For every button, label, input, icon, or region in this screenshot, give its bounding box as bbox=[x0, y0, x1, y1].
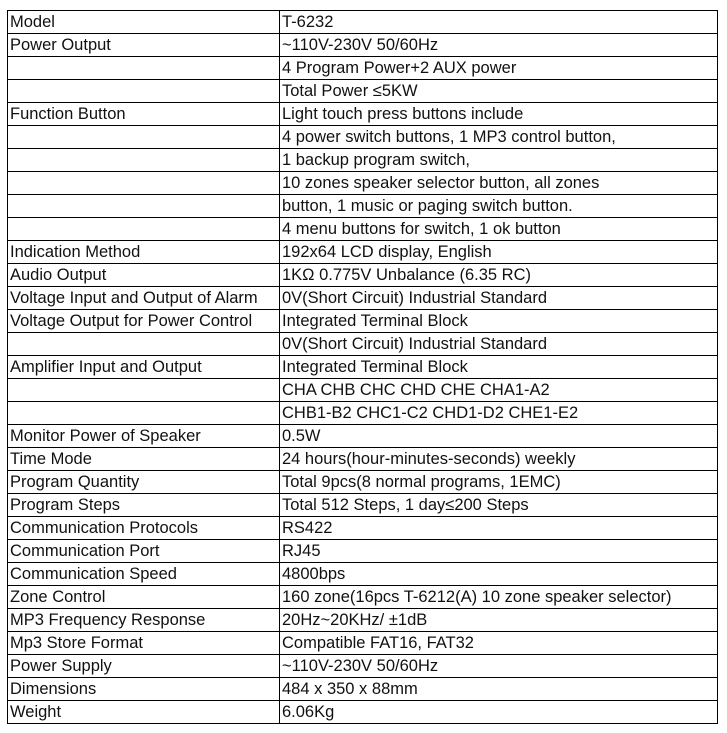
table-row bbox=[8, 609, 718, 632]
spec-value-cell: button, 1 music or paging switch button. bbox=[280, 195, 718, 218]
table-row bbox=[8, 425, 718, 448]
table-row bbox=[8, 103, 718, 126]
spec-label-cell: Voltage Output for Power Control bbox=[8, 310, 280, 333]
spec-value-cell: 0V(Short Circuit) Industrial Standard bbox=[280, 287, 718, 310]
table-row bbox=[8, 172, 718, 195]
spec-value-cell: Total 512 Steps, 1 day≤200 Steps bbox=[280, 494, 718, 517]
table-row bbox=[8, 402, 718, 425]
spec-value-cell: 6.06Kg bbox=[280, 701, 718, 724]
table-row bbox=[8, 264, 718, 287]
table-row bbox=[8, 701, 718, 724]
spec-value-cell: CHB1-B2 CHC1-C2 CHD1-D2 CHE1-E2 bbox=[280, 402, 718, 425]
spec-label-cell bbox=[8, 57, 280, 80]
table-row bbox=[8, 356, 718, 379]
spec-label-cell: Communication Speed bbox=[8, 563, 280, 586]
table-row bbox=[8, 471, 718, 494]
spec-label-cell: Weight bbox=[8, 701, 280, 724]
spec-label-cell: Dimensions bbox=[8, 678, 280, 701]
spec-label-cell: Power Output bbox=[8, 34, 280, 57]
spec-value-cell: Compatible FAT16, FAT32 bbox=[280, 632, 718, 655]
spec-label-cell: Amplifier Input and Output bbox=[8, 356, 280, 379]
spec-value-cell: Integrated Terminal Block bbox=[280, 310, 718, 333]
spec-value-cell: Light touch press buttons include bbox=[280, 103, 718, 126]
table-row bbox=[8, 563, 718, 586]
spec-label-cell bbox=[8, 379, 280, 402]
spec-label-cell: Indication Method bbox=[8, 241, 280, 264]
table-row bbox=[8, 218, 718, 241]
spec-value-cell: 160 zone(16pcs T-6212(A) 10 zone speaker selector) bbox=[280, 586, 718, 609]
spec-label-cell: Function Button bbox=[8, 103, 280, 126]
spec-label-cell bbox=[8, 172, 280, 195]
table-row bbox=[8, 379, 718, 402]
spec-value-cell: 4800bps bbox=[280, 563, 718, 586]
spec-value-cell: ~110V-230V 50/60Hz bbox=[280, 655, 718, 678]
spec-value-cell: T-6232 bbox=[280, 11, 718, 34]
table-row bbox=[8, 287, 718, 310]
table-row bbox=[8, 149, 718, 172]
table-row bbox=[8, 586, 718, 609]
spec-label-cell: MP3 Frequency Response bbox=[8, 609, 280, 632]
spec-label-cell bbox=[8, 80, 280, 103]
table-row bbox=[8, 57, 718, 80]
spec-label-cell: Zone Control bbox=[8, 586, 280, 609]
table-row bbox=[8, 195, 718, 218]
spec-label-cell: Model bbox=[8, 11, 280, 34]
spec-value-cell: Integrated Terminal Block bbox=[280, 356, 718, 379]
spec-label-cell: Communication Port bbox=[8, 540, 280, 563]
spec-table-body bbox=[8, 11, 718, 724]
spec-value-cell: 24 hours(hour-minutes-seconds) weekly bbox=[280, 448, 718, 471]
table-row bbox=[8, 34, 718, 57]
spec-value-cell: RS422 bbox=[280, 517, 718, 540]
spec-value-cell: 4 power switch buttons, 1 MP3 control button, bbox=[280, 126, 718, 149]
spec-value-cell: Total Power ≤5KW bbox=[280, 80, 718, 103]
table-row bbox=[8, 126, 718, 149]
spec-value-cell: 4 menu buttons for switch, 1 ok button bbox=[280, 218, 718, 241]
table-row bbox=[8, 678, 718, 701]
spec-value-cell: 1KΩ 0.775V Unbalance (6.35 RC) bbox=[280, 264, 718, 287]
table-row bbox=[8, 655, 718, 678]
table-row bbox=[8, 333, 718, 356]
spec-value-cell: 4 Program Power+2 AUX power bbox=[280, 57, 718, 80]
spec-label-cell: Mp3 Store Format bbox=[8, 632, 280, 655]
spec-value-cell: 20Hz~20KHz/ ±1dB bbox=[280, 609, 718, 632]
table-row bbox=[8, 494, 718, 517]
spec-label-cell: Monitor Power of Speaker bbox=[8, 425, 280, 448]
spec-value-cell: CHA CHB CHC CHD CHE CHA1-A2 bbox=[280, 379, 718, 402]
table-row bbox=[8, 241, 718, 264]
spec-table bbox=[7, 10, 718, 724]
spec-label-cell bbox=[8, 126, 280, 149]
spec-value-cell: 0V(Short Circuit) Industrial Standard bbox=[280, 333, 718, 356]
table-row bbox=[8, 80, 718, 103]
spec-value-cell: 192x64 LCD display, English bbox=[280, 241, 718, 264]
spec-label-cell: Audio Output bbox=[8, 264, 280, 287]
spec-label-cell: Power Supply bbox=[8, 655, 280, 678]
table-row bbox=[8, 517, 718, 540]
table-row bbox=[8, 310, 718, 333]
spec-label-cell: Program Steps bbox=[8, 494, 280, 517]
spec-value-cell: 0.5W bbox=[280, 425, 718, 448]
spec-value-cell: 1 backup program switch, bbox=[280, 149, 718, 172]
table-row bbox=[8, 448, 718, 471]
spec-value-cell: 10 zones speaker selector button, all zones bbox=[280, 172, 718, 195]
spec-label-cell: Communication Protocols bbox=[8, 517, 280, 540]
table-row bbox=[8, 11, 718, 34]
spec-label-cell bbox=[8, 149, 280, 172]
spec-label-cell bbox=[8, 218, 280, 241]
spec-label-cell bbox=[8, 333, 280, 356]
spec-label-cell bbox=[8, 402, 280, 425]
table-row bbox=[8, 540, 718, 563]
spec-label-cell: Voltage Input and Output of Alarm bbox=[8, 287, 280, 310]
spec-label-cell bbox=[8, 195, 280, 218]
spec-value-cell: 484 x 350 x 88mm bbox=[280, 678, 718, 701]
spec-value-cell: RJ45 bbox=[280, 540, 718, 563]
spec-value-cell: ~110V-230V 50/60Hz bbox=[280, 34, 718, 57]
spec-label-cell: Time Mode bbox=[8, 448, 280, 471]
spec-value-cell: Total 9pcs(8 normal programs, 1EMC) bbox=[280, 471, 718, 494]
table-row bbox=[8, 632, 718, 655]
spec-label-cell: Program Quantity bbox=[8, 471, 280, 494]
